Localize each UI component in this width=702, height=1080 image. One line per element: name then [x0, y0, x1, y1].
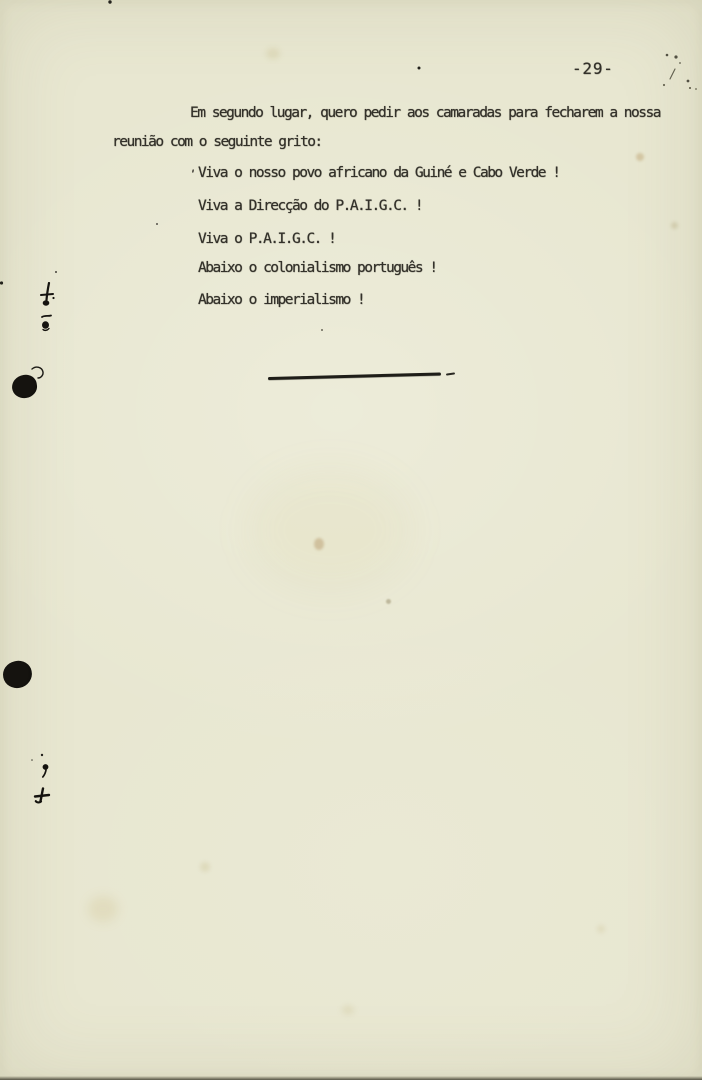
- slogan-viva-paigc: Viva o P.A.I.G.C. !: [198, 231, 336, 247]
- page-number: -29-: [572, 59, 614, 78]
- slogan-abaixo-imperialismo: Abaixo o imperialismo !: [198, 292, 365, 308]
- paragraph-line-2: reunião com o seguinte grito:: [112, 134, 322, 150]
- slogan-abaixo-colonialismo: Abaixo o colonialismo português !: [198, 260, 437, 276]
- slogan-viva-povo: Viva o nosso povo africano da Guiné e Cabo Verde !: [198, 165, 560, 181]
- paragraph-line-1: Em segundo lugar, quero pedir aos camaradas para fecharem a nossa: [190, 105, 660, 121]
- scan-edge-bottom: [0, 1076, 702, 1080]
- slogan-viva-direccao: Viva a Direcção do P.A.I.G.C. !: [198, 198, 423, 214]
